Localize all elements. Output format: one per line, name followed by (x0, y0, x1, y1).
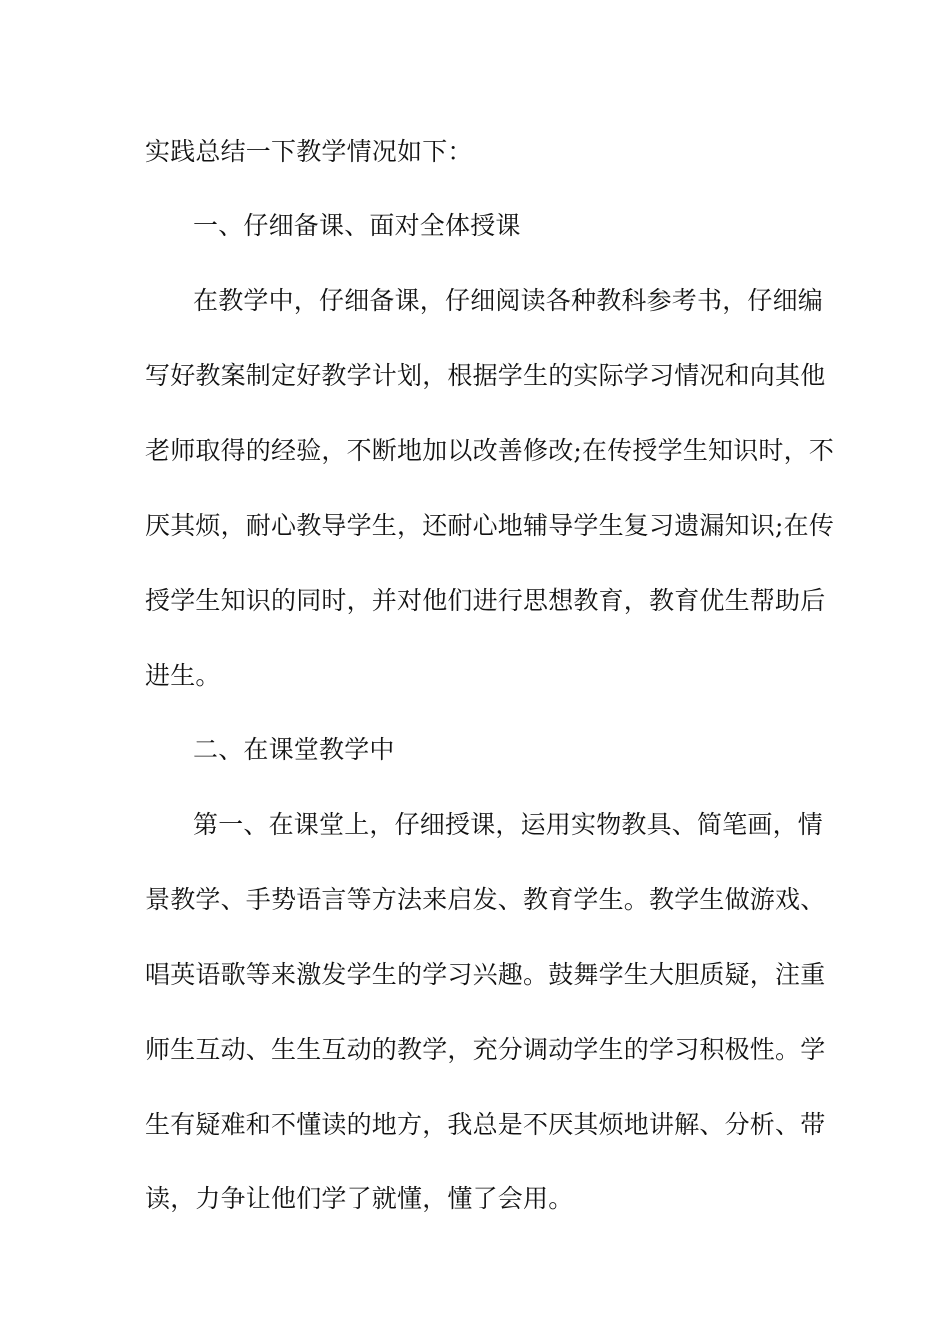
text-line: 景教学、手势语言等方法来启发、教育学生。教学生做游戏、 (145, 885, 826, 914)
text-line: 师生互动、生生互动的教学，充分调动学生的学习积极性。学 (145, 1035, 826, 1064)
text-line: 生有疑难和不懂读的地方，我总是不厌其烦地讲解、分析、带 (145, 1110, 826, 1139)
text-line: 老师取得的经验，不断地加以改善修改;在传授学生知识时，不 (145, 436, 835, 465)
text-line: 实践总结一下教学情况如下： (145, 137, 473, 166)
text-line: 读，力争让他们学了就懂，懂了会用。 (145, 1184, 574, 1213)
section-heading: 二、在课堂教学中 (193, 735, 395, 764)
text-line: 唱英语歌等来激发学生的学习兴趣。鼓舞学生大胆质疑，注重 (145, 960, 826, 989)
text-line: 写好教案制定好教学计划，根据学生的实际学习情况和向其他 (145, 361, 826, 390)
text-line: 第一、在课堂上，仔细授课，运用实物教具、简笔画，情 (193, 810, 824, 839)
section-heading: 一、仔细备课、面对全体授课 (193, 211, 521, 240)
text-line: 进生。 (145, 661, 221, 690)
text-line: 厌其烦，耐心教导学生，还耐心地辅导学生复习遗漏知识;在传 (145, 511, 835, 540)
text-line: 在教学中，仔细备课，仔细阅读各种教科参考书，仔细编 (193, 286, 824, 315)
text-line: 授学生知识的同时，并对他们进行思想教育，教育优生帮助后 (145, 586, 826, 615)
